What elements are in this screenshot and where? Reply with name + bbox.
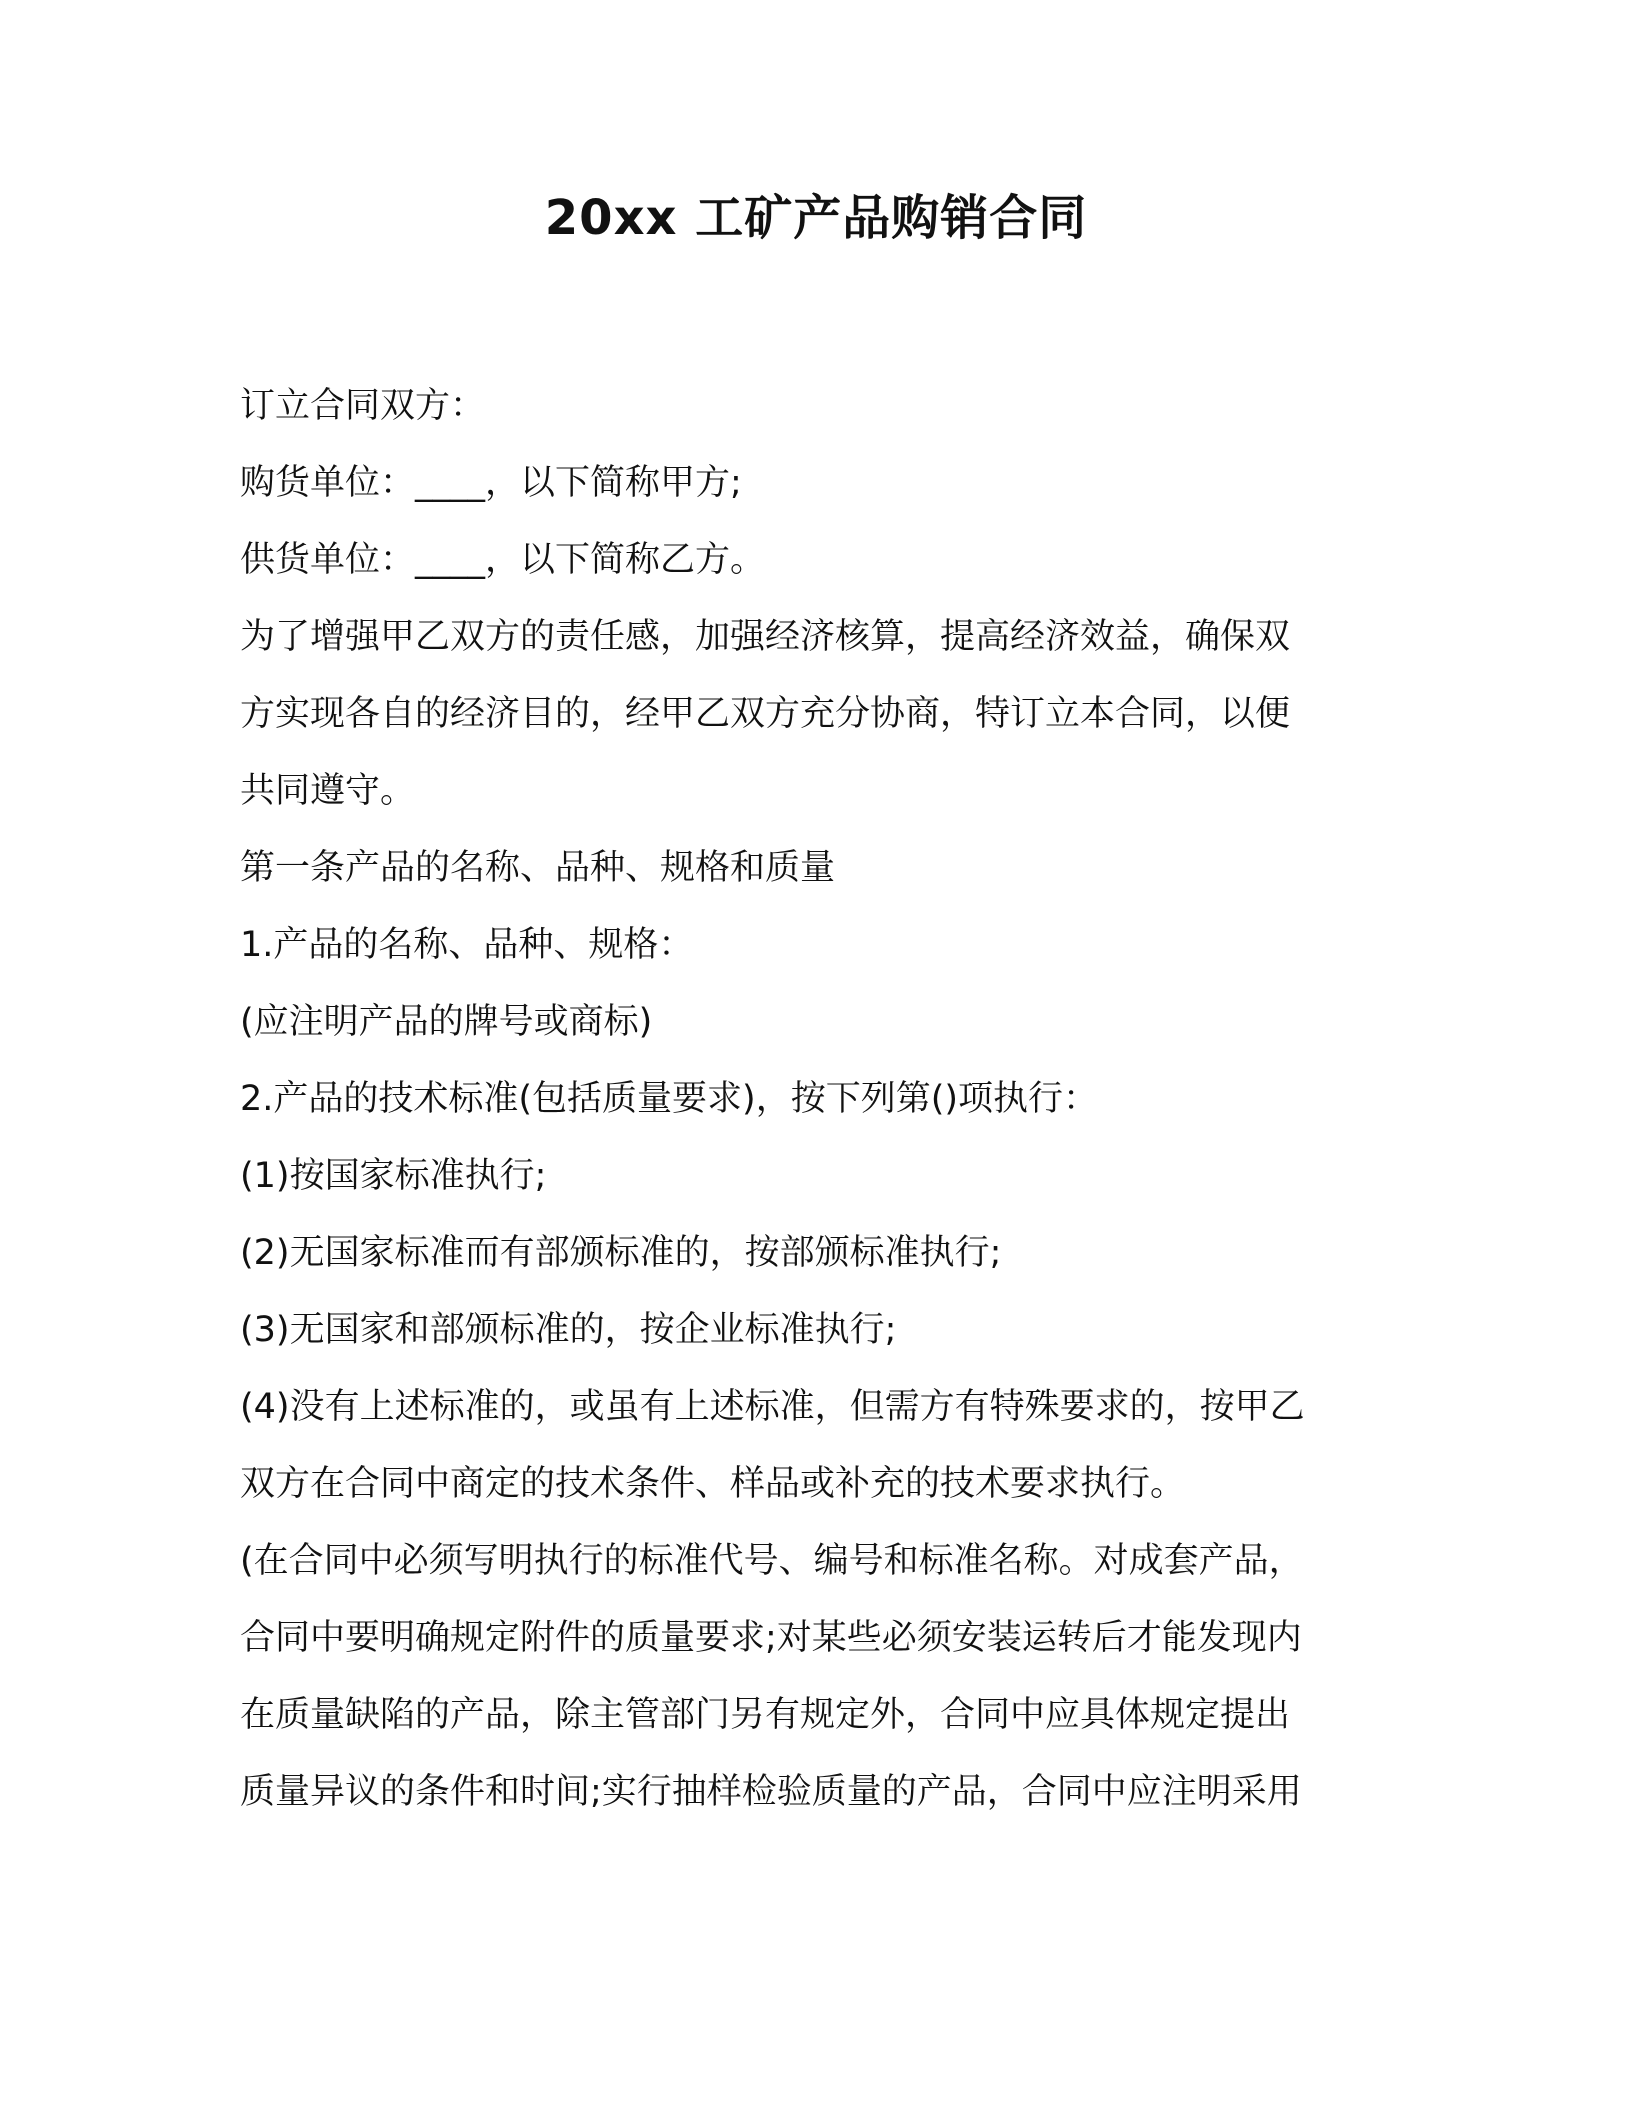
body-line-11: (1)按国家标准执行; — [240, 1156, 547, 1196]
body-line-3: 供货单位：____，以下简称乙方。 — [240, 540, 766, 580]
body-line-2: 购货单位：____，以下简称甲方; — [240, 463, 742, 503]
body-line-6: 共同遵守。 — [240, 771, 416, 811]
body-line-19: 质量异议的条件和时间;实行抽样检验质量的产品，合同中应注明采用 — [240, 1772, 1302, 1812]
body-line-7: 第一条产品的名称、品种、规格和质量 — [240, 848, 836, 888]
body-line-1: 订立合同双方： — [240, 386, 486, 426]
document-body — [240, 368, 1370, 1831]
body-line-16: (在合同中必须写明执行的标准代号、编号和标准名称。对成套产品， — [240, 1541, 1304, 1581]
document-title: 20xx 工矿产品购销合同 — [544, 190, 1088, 246]
body-line-9: (应注明产品的牌号或商标) — [240, 1002, 653, 1042]
body-line-15: 双方在合同中商定的技术条件、样品或补充的技术要求执行。 — [240, 1464, 1186, 1504]
body-line-17: 合同中要明确规定附件的质量要求;对某些必须安装运转后才能发现内 — [240, 1618, 1302, 1658]
body-line-5: 方实现各自的经济目的，经甲乙双方充分协商，特订立本合同，以便 — [240, 694, 1291, 734]
body-line-13: (3)无国家和部颁标准的，按企业标准执行; — [240, 1310, 897, 1350]
body-line-12: (2)无国家标准而有部颁标准的，按部颁标准执行; — [240, 1233, 1002, 1273]
body-line-4: 为了增强甲乙双方的责任感，加强经济核算，提高经济效益，确保双 — [240, 617, 1291, 657]
body-line-18: 在质量缺陷的产品，除主管部门另有规定外，合同中应具体规定提出 — [240, 1695, 1291, 1735]
body-line-10: 2.产品的技术标准(包括质量要求)，按下列第()项执行： — [240, 1079, 1099, 1119]
body-line-14: (4)没有上述标准的，或虽有上述标准，但需方有特殊要求的，按甲乙 — [240, 1387, 1305, 1427]
body-line-8: 1.产品的名称、品种、规格： — [240, 925, 694, 965]
